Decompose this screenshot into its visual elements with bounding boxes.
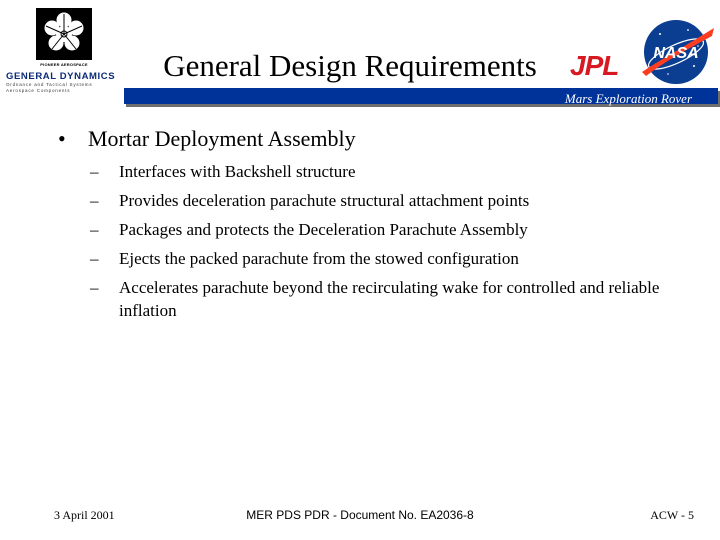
nasa-wordmark: NASA [653, 45, 699, 62]
footer-page-number: ACW - 5 [650, 508, 694, 522]
bullet-dot-icon: • [58, 126, 66, 151]
project-subtitle: Mars Exploration Rover [564, 91, 692, 106]
main-bullet-text: Mortar Deployment Assembly [88, 126, 356, 151]
dash-icon: – [90, 191, 99, 210]
list-item-text: Accelerates parachute beyond the recirculating wake for controlled and reliable inflation [119, 278, 660, 320]
slide-title: General Design Requirements [163, 48, 537, 83]
list-item [90, 247, 690, 270]
pioneer-aerospace-logo [36, 8, 92, 68]
general-dynamics-wordmark: GENERAL DYNAMICS [6, 71, 116, 82]
dash-icon: – [90, 278, 99, 297]
jpl-logo: JPL [570, 50, 619, 81]
pioneer-emblem [36, 8, 92, 60]
list-item [90, 160, 690, 183]
dash-icon: – [90, 220, 99, 239]
dash-icon: – [90, 249, 99, 268]
pioneer-aerospace-wordmark: PIONEER AEROSPACE [40, 62, 88, 67]
list-item-text: Provides deceleration parachute structural attachment points [119, 191, 530, 210]
list-item [90, 276, 690, 322]
footer-date: 3 April 2001 [54, 508, 115, 522]
list-item [90, 218, 690, 241]
list-item-text: Packages and protects the Deceleration Parachute Assembly [119, 220, 528, 239]
nasa-logo [638, 16, 716, 88]
list-item [90, 189, 690, 212]
list-item-text: Ejects the packed parachute from the stowed configuration [119, 249, 519, 268]
general-dynamics-division: Ordnance and Tactical Systems [6, 82, 93, 87]
general-dynamics-logo [6, 72, 124, 102]
footer-document-number: MER PDS PDR - Document No. EA2036-8 [246, 508, 474, 522]
list-item-text: Interfaces with Backshell structure [119, 162, 356, 181]
nasa-meatball-icon [638, 16, 716, 88]
general-dynamics-unit: Aerospace Components [6, 88, 71, 93]
parachute-canopy-icon [36, 8, 92, 60]
main-bullet [58, 126, 356, 152]
sub-bullet-list [90, 160, 690, 328]
dash-icon: – [90, 162, 99, 181]
